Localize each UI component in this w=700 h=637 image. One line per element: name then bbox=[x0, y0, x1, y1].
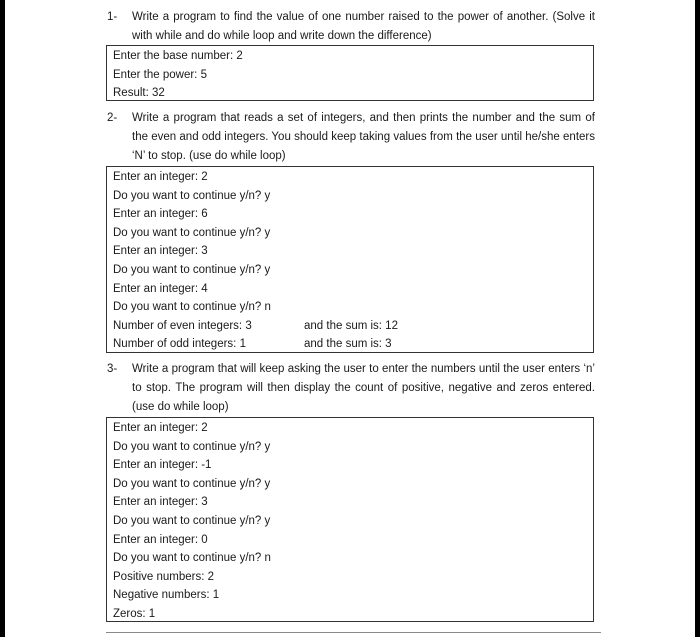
output-line: Do you want to continue y/n? y bbox=[113, 263, 271, 276]
output-line: Enter an integer: 6 bbox=[113, 208, 208, 221]
output-line: Enter an integer: -1 bbox=[113, 459, 212, 472]
output-line: Zeros: 1 bbox=[113, 607, 156, 620]
output-line: Negative numbers: 1 bbox=[113, 589, 220, 602]
question-number: 1- bbox=[107, 11, 118, 23]
sample-output-box-3 bbox=[106, 417, 594, 622]
output-line: Positive numbers: 2 bbox=[113, 570, 214, 583]
odd-summary-line bbox=[113, 335, 593, 354]
even-count: Number of even integers: 3 bbox=[113, 319, 252, 332]
bottom-divider bbox=[106, 632, 601, 633]
output-line: Enter an integer: 3 bbox=[113, 245, 208, 258]
odd-sum: and the sum is: 3 bbox=[304, 338, 392, 351]
even-sum: and the sum is: 12 bbox=[304, 319, 398, 332]
question-2 bbox=[107, 109, 595, 166]
output-line: Do you want to continue y/n? n bbox=[113, 301, 271, 314]
output-line: Do you want to continue y/n? n bbox=[113, 552, 271, 565]
question-text: Write a program to find the value of one number raised to the power of another. (Solve it with while and do while loop and write down the difference) bbox=[132, 11, 595, 42]
output-line: Enter the base number: 2 bbox=[113, 50, 243, 62]
output-line: Do you want to continue y/n? y bbox=[113, 189, 271, 202]
output-line: Enter an integer: 4 bbox=[113, 282, 208, 295]
even-summary-line bbox=[113, 317, 593, 336]
output-line: Do you want to continue y/n? y bbox=[113, 226, 271, 239]
output-line: Result: 32 bbox=[113, 87, 165, 100]
question-3 bbox=[107, 360, 595, 417]
question-1 bbox=[107, 8, 595, 46]
question-number: 3- bbox=[107, 363, 118, 375]
sample-output-box-1 bbox=[106, 45, 594, 101]
output-line: Enter an integer: 0 bbox=[113, 533, 208, 546]
output-line: Do you want to continue y/n? y bbox=[113, 477, 271, 490]
output-line: Enter the power: 5 bbox=[113, 68, 207, 81]
output-line: Enter an integer: 2 bbox=[113, 422, 208, 434]
output-line: Enter an integer: 2 bbox=[113, 171, 208, 183]
question-number: 2- bbox=[107, 112, 118, 124]
odd-count: Number of odd integers: 1 bbox=[113, 338, 246, 351]
question-text: Write a program that reads a set of integers, and then prints the number and the sum of the even and odd integers. You should keep taking values from the user until he/she enters ‘N’ to stop. (use do while loop) bbox=[132, 112, 595, 162]
output-line: Do you want to continue y/n? y bbox=[113, 440, 271, 453]
right-dark-border bbox=[695, 0, 700, 637]
left-dark-border bbox=[0, 0, 5, 637]
output-line: Do you want to continue y/n? y bbox=[113, 514, 271, 527]
sample-output-box-2 bbox=[106, 166, 594, 353]
question-text: Write a program that will keep asking the user to enter the numbers until the user enters ‘n’ to stop. The program will then display the count of positive, negative and zeros entered. (use do while loop) bbox=[132, 363, 595, 413]
output-line: Enter an integer: 3 bbox=[113, 496, 208, 509]
